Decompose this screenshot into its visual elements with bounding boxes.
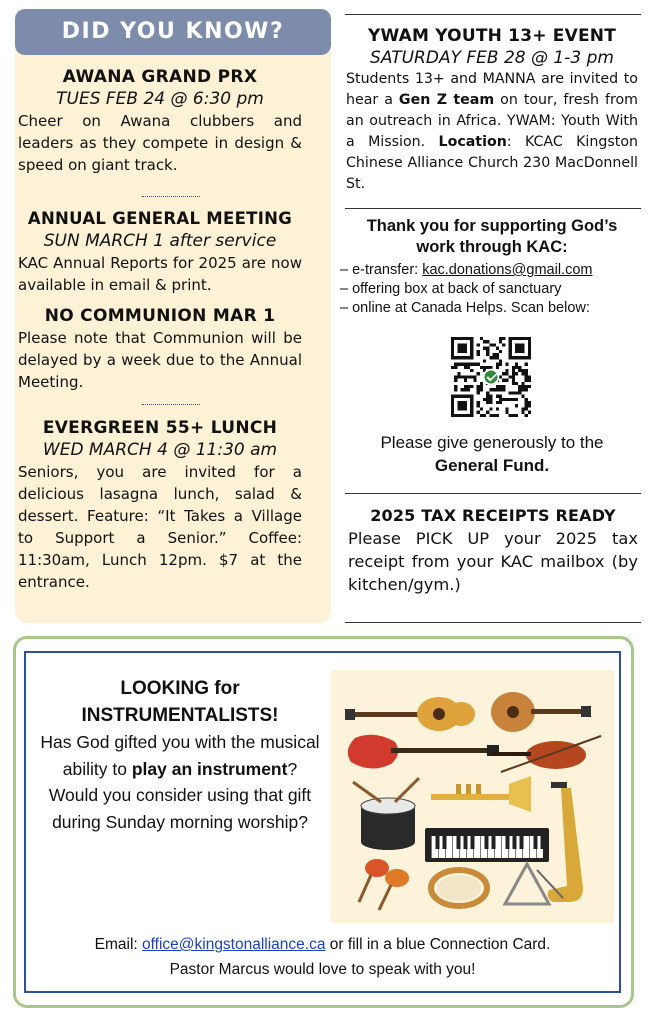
tambourine-icon <box>431 870 487 906</box>
ywam-title: YWAM YOUTH 13+ EVENT <box>367 26 617 46</box>
divider-line <box>345 493 641 494</box>
online-line: – online at Canada Helps. Scan below: <box>340 300 590 316</box>
giving-title: Thank you for supporting God’s work through KAC: <box>366 217 618 256</box>
divider-dots <box>142 196 200 197</box>
ywam-section <box>346 25 638 195</box>
divider-line <box>345 14 641 15</box>
keyboard-icon <box>425 828 549 862</box>
communion-section <box>18 305 302 393</box>
tax-receipts-section <box>348 505 638 596</box>
divider-line <box>345 622 641 623</box>
ywam-body: Students 13+ and MANNA are invited to hear a Gen Z team on tour, fresh from an outreach in Africa. YWAM: Youth With a Mission. Location: KCAC Kingston Chinese Alliance Church 230 MacDonnell St. <box>346 71 639 192</box>
tax-body: Please PICK UP your 2025 tax receipt from your KAC mailbox (by kitchen/gym.) <box>348 529 638 594</box>
agm-title: ANNUAL GENERAL MEETING <box>27 209 293 228</box>
communion-title: NO COMMUNION MAR 1 <box>44 306 276 326</box>
giving-section <box>340 216 638 318</box>
evergreen-body: Seniors, you are invited for a delicious lasagna lunch, salad & dessert. Feature: “It Takes a Village to Support a Senior.” Coffee: 11:30am, Lunch 12pm. $7 at the entrance. <box>18 463 302 591</box>
etransfer-line: – e-transfer: kac.donations@gmail.com <box>340 262 593 278</box>
did-you-know-banner: DID YOU KNOW? <box>15 9 331 55</box>
tax-title: 2025 TAX RECEIPTS READY <box>370 506 616 525</box>
instruments-illustration <box>331 670 614 923</box>
instrumentalists-text <box>38 676 322 835</box>
contact-line: Email: office@kingstonalliance.ca or fill in a blue Connection Card. Pastor Marcus would love to speak with you! <box>24 932 621 982</box>
gen-z-team-text: Gen Z team <box>398 92 495 108</box>
office-email-link[interactable]: office@kingstonalliance.ca <box>142 936 326 953</box>
communion-body: Please note that Communion will be delayed by a week due to the Annual Meeting. <box>18 329 302 391</box>
instrumentalists-heading-1: LOOKING for <box>120 678 240 699</box>
awana-body: Cheer on Awana clubbers and leaders as they compete in design & speed on giant track. <box>18 112 302 174</box>
gifted-question: Has God gifted you with the musical ability to play an instrument? <box>40 732 320 779</box>
awana-title: AWANA GRAND PRX <box>62 67 258 87</box>
evergreen-when: WED MARCH 4 @ 11:30 am <box>42 440 278 460</box>
offering-line: – offering box at back of sanctuary <box>340 281 562 297</box>
divider-line <box>345 208 641 209</box>
divider-dots <box>142 404 200 405</box>
give-generously-text: Please give generously to the General Fund. <box>380 433 604 475</box>
evergreen-title: EVERGREEN 55+ LUNCH <box>42 418 278 438</box>
ywam-when: SATURDAY FEB 28 @ 1-3 pm <box>370 48 614 68</box>
agm-section <box>18 208 302 296</box>
qr-code-icon[interactable] <box>451 337 531 417</box>
donations-email-link[interactable]: kac.donations@gmail.com <box>422 262 593 278</box>
awana-section <box>18 66 302 176</box>
worship-question: Would you consider using that gift during Sunday morning worship? <box>48 785 312 832</box>
awana-when: TUES FEB 24 @ 6:30 pm <box>56 89 264 109</box>
evergreen-section <box>18 417 302 593</box>
agm-body: KAC Annual Reports for 2025 are now available in email & print. <box>18 254 302 294</box>
agm-when: SUN MARCH 1 after service <box>43 231 277 251</box>
pastor-line: Pastor Marcus would love to speak with you! <box>169 961 476 978</box>
instrumentalists-heading-2: INSTRUMENTALISTS! <box>81 704 279 726</box>
location-label: Location <box>438 134 507 150</box>
